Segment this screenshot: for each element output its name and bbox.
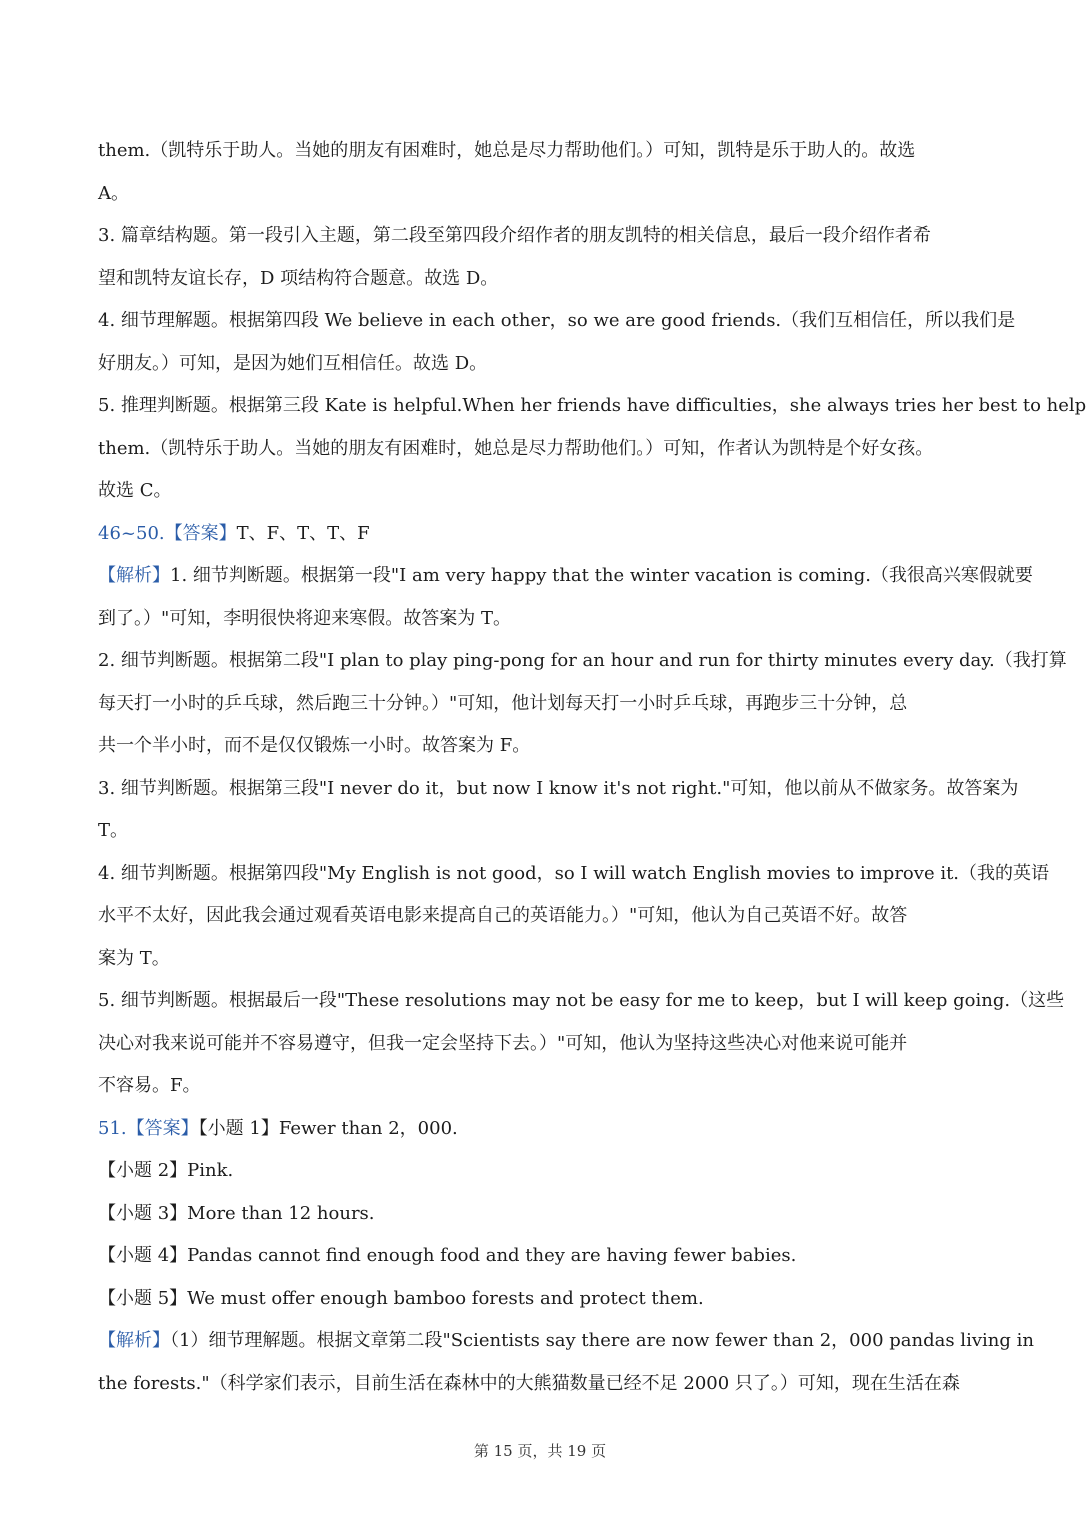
text-line	[98, 810, 984, 853]
line-text: 【小题 1】Fewer than 2，000.	[198, 1117, 458, 1139]
line-text: 5. 推理判断题。根据第三段 Kate is helpful.When her friends have difficulties，she always tries her best to help	[98, 395, 1086, 416]
line-text: 到了。）"可知，李明很快将迎来寒假。故答案为 T。	[98, 607, 512, 629]
page-footer: 第 15 页，共 19 页	[473, 1442, 607, 1460]
text-line	[98, 1278, 984, 1321]
answer-tag	[98, 523, 237, 544]
line-text: them.（凯特乐于助人。当她的朋友有困难时，她总是尽力帮助他们。）可知，凯特是乐于助人的。故选	[98, 140, 916, 161]
text-line	[98, 640, 1067, 683]
line-text: them.（凯特乐于助人。当她的朋友有困难时，她总是尽力帮助他们。）可知，作者认为凯特是个好女孩。	[98, 437, 934, 459]
text-line	[98, 1023, 984, 1066]
line-text: A。	[98, 182, 129, 204]
text-line	[98, 598, 984, 641]
line-text: 2. 细节判断题。根据第二段"I plan to play ping-pong for an hour and run for thirty minutes every day.（我打算	[98, 650, 1067, 671]
line-text: 4. 细节理解题。根据第四段 We believe in each other，so we are good friends.（我们互相信任，所以我们是	[98, 310, 1016, 331]
text-line	[98, 725, 984, 768]
text-line	[98, 258, 984, 301]
text-line	[98, 1363, 984, 1406]
line-text: 【小题 2】Pink.	[98, 1160, 234, 1181]
section-label: 【答案】	[126, 1117, 199, 1139]
line-text: 望和凯特友谊长存，D 项结构符合题意。故选 D。	[98, 267, 499, 289]
line-text: 不容易。F。	[98, 1075, 201, 1096]
text-line	[98, 683, 984, 726]
line-text: 故选 C。	[98, 480, 172, 501]
line-text: 共一个半小时，而不是仅仅锻炼一小时。故答案为 F。	[98, 735, 531, 756]
text-line	[98, 173, 984, 216]
text-line	[98, 555, 1033, 598]
line-text: 4. 细节判断题。根据第四段"My English is not good，so I will watch English movies to improve it.（我的英语	[98, 862, 1050, 884]
line-text: 决心对我来说可能并不容易遵守，但我一定会坚持下去。）"可知，他认为坚持这些决心对他来说可能并	[98, 1032, 908, 1054]
text-line	[98, 300, 1016, 343]
text-line	[98, 980, 1065, 1023]
text-line	[98, 938, 984, 981]
line-text: 每天打一小时的乒乓球，然后跑三十分钟。）"可知，他计划每天打一小时乒乓球，再跑步三十分钟，总	[98, 692, 908, 714]
line-text: 3. 细节判断题。根据第三段"I never do it，but now I know it's not right."可知，他以前从不做家务。故答案为	[98, 777, 1019, 799]
line-text: 水平不太好，因此我会通过观看英语电影来提高自己的英语能力。）"可知，他认为自己英语不好。故答	[98, 905, 908, 926]
line-text: 3. 篇章结构题。第一段引入主题，第二段至第四段介绍作者的朋友凯特的相关信息，最后一段介绍作者希	[98, 225, 931, 246]
line-text: （1）细节理解题。根据文章第二段"Scientists say there are now fewer than 2，000 pandas living in	[170, 1330, 1034, 1351]
text-line	[98, 1065, 984, 1108]
line-text: 好朋友。）可知，是因为她们互相信任。故选 D。	[98, 352, 488, 374]
line-text: 1. 细节判断题。根据第一段"I am very happy that the winter vacation is coming.（我很高兴寒假就要	[170, 565, 1033, 586]
text-line	[98, 1320, 1034, 1363]
text-line	[98, 1193, 984, 1236]
answer-explanation-text	[98, 130, 1086, 1405]
text-line	[98, 1235, 984, 1278]
text-line	[98, 853, 1050, 896]
answer-tag	[98, 1118, 199, 1139]
text-line	[98, 1150, 984, 1193]
line-text: 【小题 3】More than 12 hours.	[98, 1202, 375, 1224]
text-line	[98, 428, 984, 471]
text-line	[98, 130, 984, 173]
line-text: the forests."（科学家们表示，目前生活在森林中的大熊猫数量已经不足 2000 只了。）可知，现在生活在森	[98, 1372, 960, 1394]
line-text: T。	[98, 820, 129, 841]
answer-tag	[98, 1330, 170, 1351]
section-label: 【答案】	[164, 522, 237, 544]
section-label: 【解析】	[98, 565, 170, 586]
text-line	[98, 768, 1019, 811]
section-label: 【解析】	[98, 1330, 170, 1351]
text-line	[98, 343, 984, 386]
text-line	[98, 470, 984, 513]
text-line	[98, 215, 984, 258]
line-text: T、F、T、T、F	[236, 522, 370, 544]
question-number: 51.	[98, 1117, 127, 1139]
text-line	[98, 895, 984, 938]
line-text: 【小题 5】We must offer enough bamboo forests and protect them.	[98, 1287, 704, 1309]
question-number: 46~50.	[98, 522, 165, 544]
line-text: 5. 细节判断题。根据最后一段"These resolutions may not be easy for me to keep，but I will keep going.（这些	[98, 990, 1065, 1011]
line-text: 【小题 4】Pandas cannot find enough food and they are having fewer babies.	[98, 1245, 797, 1266]
line-text: 案为 T。	[98, 947, 170, 969]
text-line	[98, 1108, 984, 1151]
text-line	[98, 513, 984, 556]
text-line	[98, 385, 1086, 428]
answer-tag	[98, 565, 170, 586]
